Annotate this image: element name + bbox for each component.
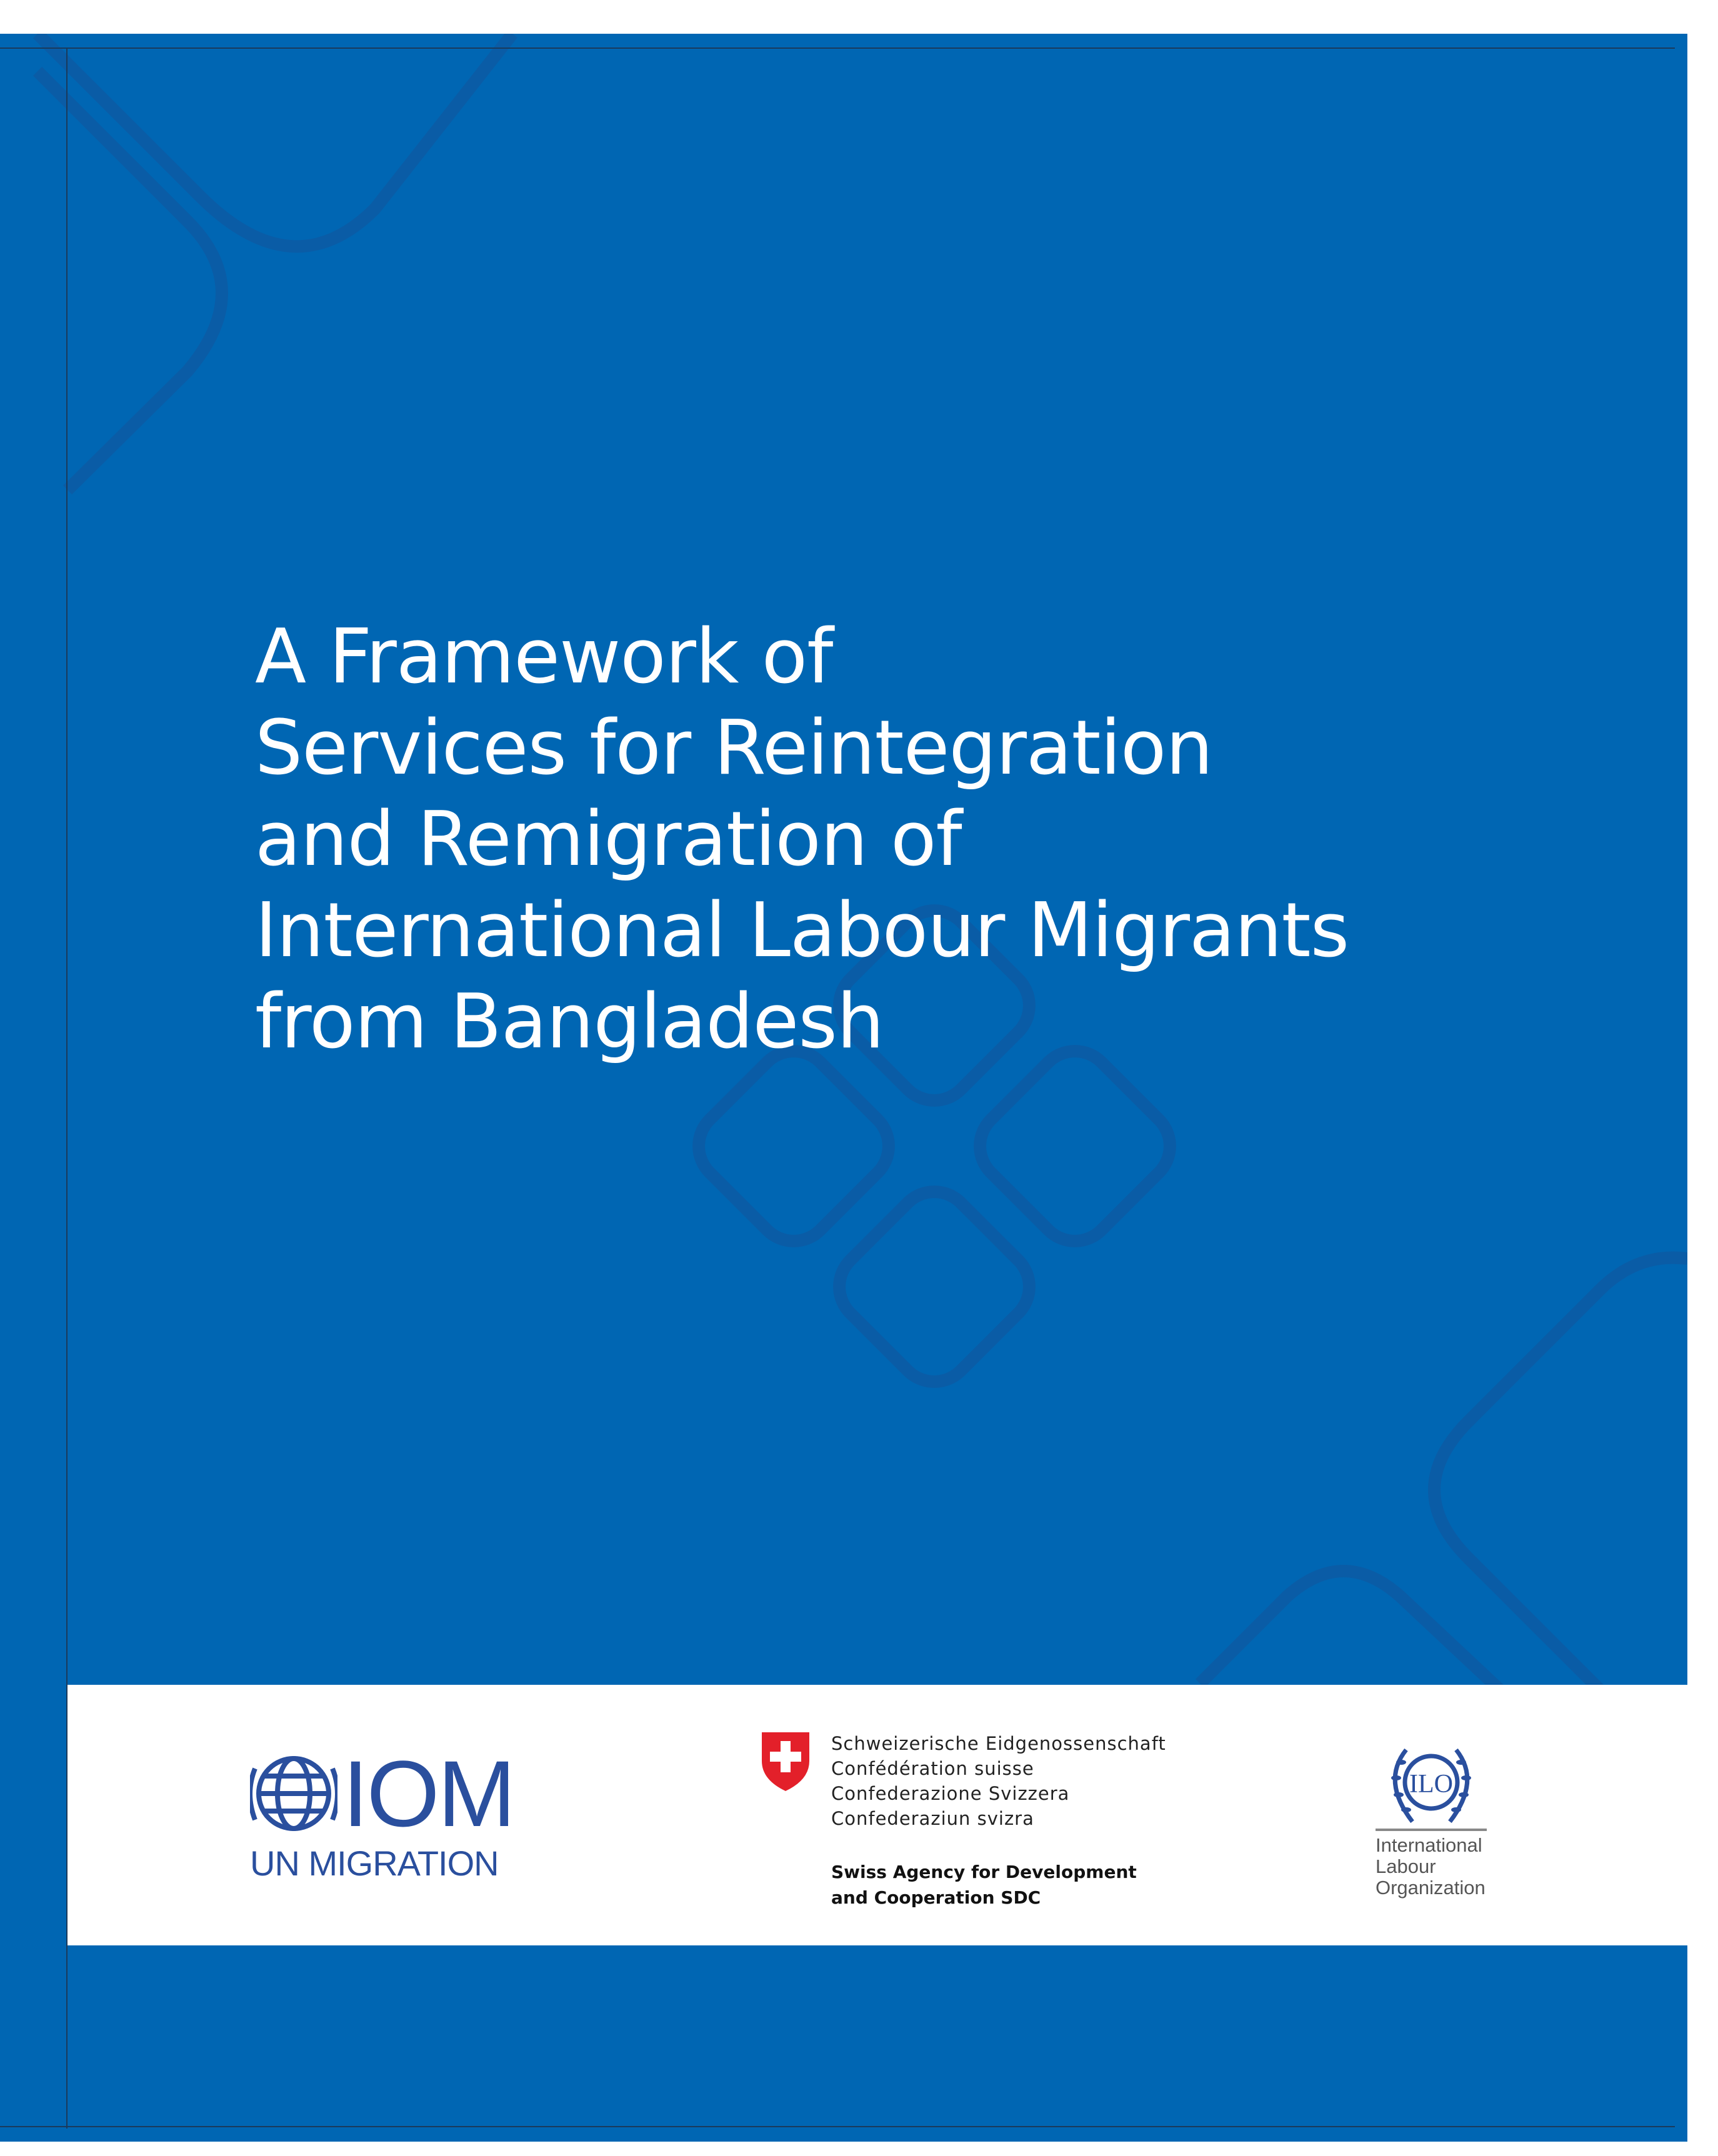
iom-logo	[250, 1741, 537, 1887]
title-line: International Labour Migrants	[255, 887, 1349, 974]
sdc-line: and Cooperation SDC	[831, 1887, 1041, 1908]
title-line: Services for Reintegration	[255, 705, 1213, 792]
swiss-line: Confederaziun svizra	[831, 1808, 1034, 1829]
ilo-divider	[1376, 1829, 1487, 1831]
title-line: and Remigration of	[255, 796, 962, 883]
swiss-line: Confédération suisse	[831, 1758, 1034, 1779]
title-line: A Framework of	[255, 614, 833, 701]
sdc-name	[831, 1859, 1137, 1910]
ilo-line: International	[1376, 1834, 1482, 1856]
swiss-shield-icon	[759, 1730, 812, 1792]
swiss-line: Confederazione Svizzera	[831, 1783, 1070, 1804]
ilo-line: Organization	[1376, 1877, 1486, 1899]
iom-subtitle: UN MIGRATION	[250, 1844, 499, 1883]
title-line: from Bangladesh	[255, 979, 884, 1066]
document-title	[255, 612, 1349, 1068]
swiss-line: Schweizerische Eidgenossenschaft	[831, 1733, 1166, 1754]
swiss-confederation-text	[831, 1731, 1166, 1831]
iom-globe-icon	[250, 1750, 337, 1837]
ilo-line: Labour	[1376, 1855, 1436, 1877]
trim-line-top	[0, 47, 1675, 49]
ilo-emblem-text: ILO	[1409, 1770, 1453, 1799]
sdc-line: Swiss Agency for Development	[831, 1862, 1137, 1882]
ilo-name	[1376, 1835, 1486, 1899]
iom-wordmark: IOM	[342, 1741, 514, 1846]
trim-line-bottom	[0, 2126, 1675, 2127]
ilo-emblem-icon	[1375, 1737, 1487, 1831]
